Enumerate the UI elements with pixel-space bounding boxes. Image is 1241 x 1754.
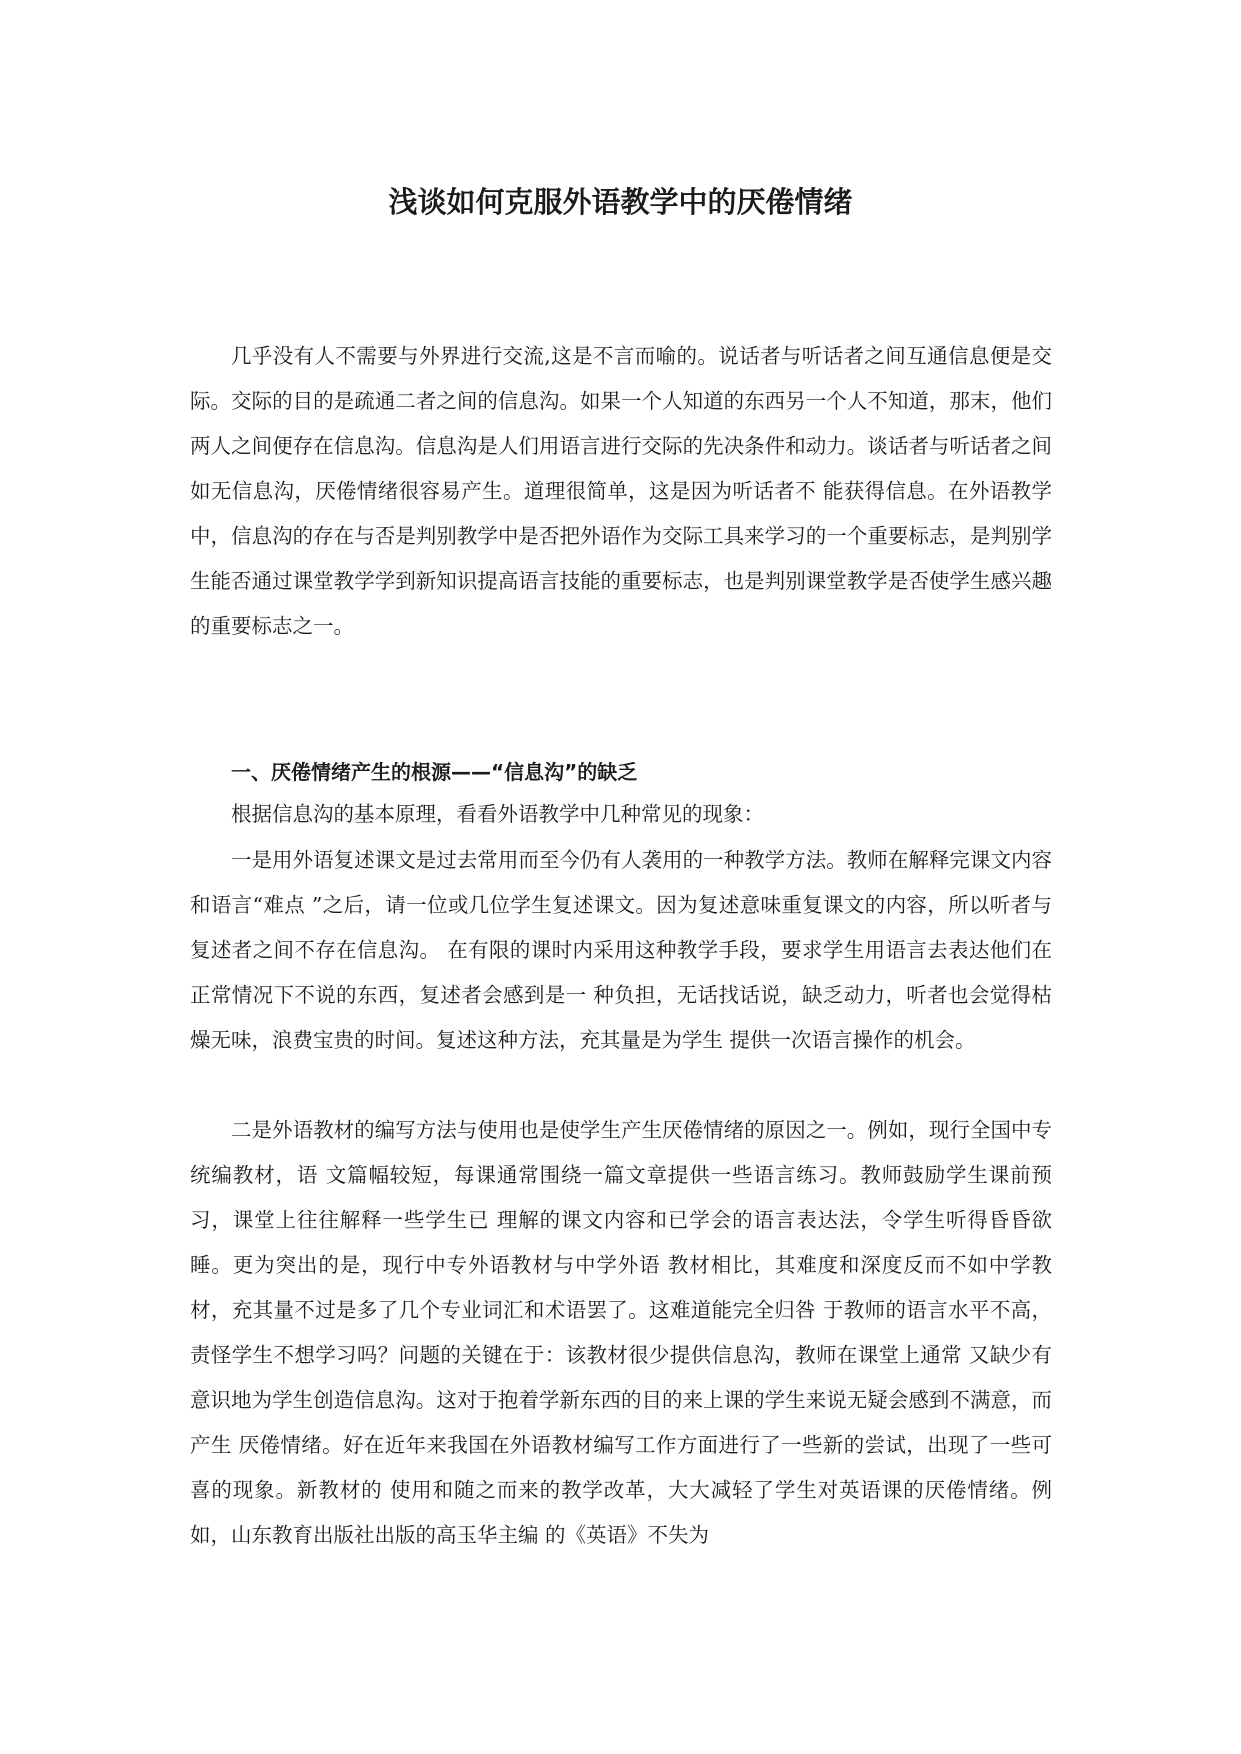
intro-paragraph: 几乎没有人不需要与外界进行交流,这是不言而喻的。说话者与听话者之间互通信息便是交际。交际的目的是疏通二者之间的信息沟。如果一个人知道的东西另一个人不知道，那末，他们两人之间便存在信息沟。信息沟是人们用语言进行交际的先决条件和动力。谈话者与听话者之间如无信息沟，厌倦情绪很容易产生。道理很简单，这是因为听话者不 能获得信息。在外语教学中，信息沟的存在与否是判别教学中是否把外语作为交际工具来学习的一个重要标志，是判别学生能否通过课堂教学学到新知识提高语言技能的重要标志，也是判别课堂教学是否使学生感兴趣的重要标志之一。 bbox=[190, 344, 1052, 638]
section-1-paragraph-3: 二是外语教材的编写方法与使用也是使学生产生厌倦情绪的原因之一。例如，现行全国中专统编教材，语 文篇幅较短，每课通常围绕一篇文章提供一些语言练习。教师鼓励学生课前预习，课堂上往往解释一些学生已 理解的课文内容和已学会的语言表达法，令学生听得昏昏欲睡。更为突出的是，现行中专外语教材与中学外语 教材相比，其难度和深度反而不如中学教材，充其量不过是多了几个专业词汇和术语罢了。这难道能完全归咎 于教师的语言水平不高，责怪学生不想学习吗？问题的关键在于：该教材很少提供信息沟，教师在课堂上通常 又缺少有意识地为学生创造信息沟。这对于抱着学新东西的目的来上课的学生来说无疑会感到不满意，而产生 厌倦情绪。好在近年来我国在外语教材编写工作方面进行了一些新的尝试，出现了一些可喜的现象。新教材的 使用和随之而来的教学改革，大大减轻了学生对英语课的厌倦情绪。例如，山东教育出版社出版的高玉华主编 的《英语》不失为 bbox=[190, 1118, 1052, 1547]
section-1-paragraph-1: 根据信息沟的基本原理，看看外语教学中几种常见的现象： bbox=[231, 802, 764, 826]
document-title: 浅谈如何克服外语教学中的厌倦情绪 bbox=[388, 185, 853, 219]
section-1-heading: 一、厌倦情绪产生的根源——“信息沟”的缺乏 bbox=[231, 760, 638, 784]
section-1-paragraph-2: 一是用外语复述课文是过去常用而至今仍有人袭用的一种教学方法。教师在解释完课文内容和语言“难点 ”之后，请一位或几位学生复述课文。因为复述意味重复课文的内容，所以听者与复述者之间不存在信息沟。 在有限的课时内采用这种教学手段，要求学生用语言去表达他们在正常情况下不说的东西，复述者会感到是一 种负担，无话找话说，缺乏动力，听者也会觉得枯燥无味，浪费宝贵的时间。复述这种方法，充其量是为学生 提供一次语言操作的机会。 bbox=[190, 848, 1052, 1052]
